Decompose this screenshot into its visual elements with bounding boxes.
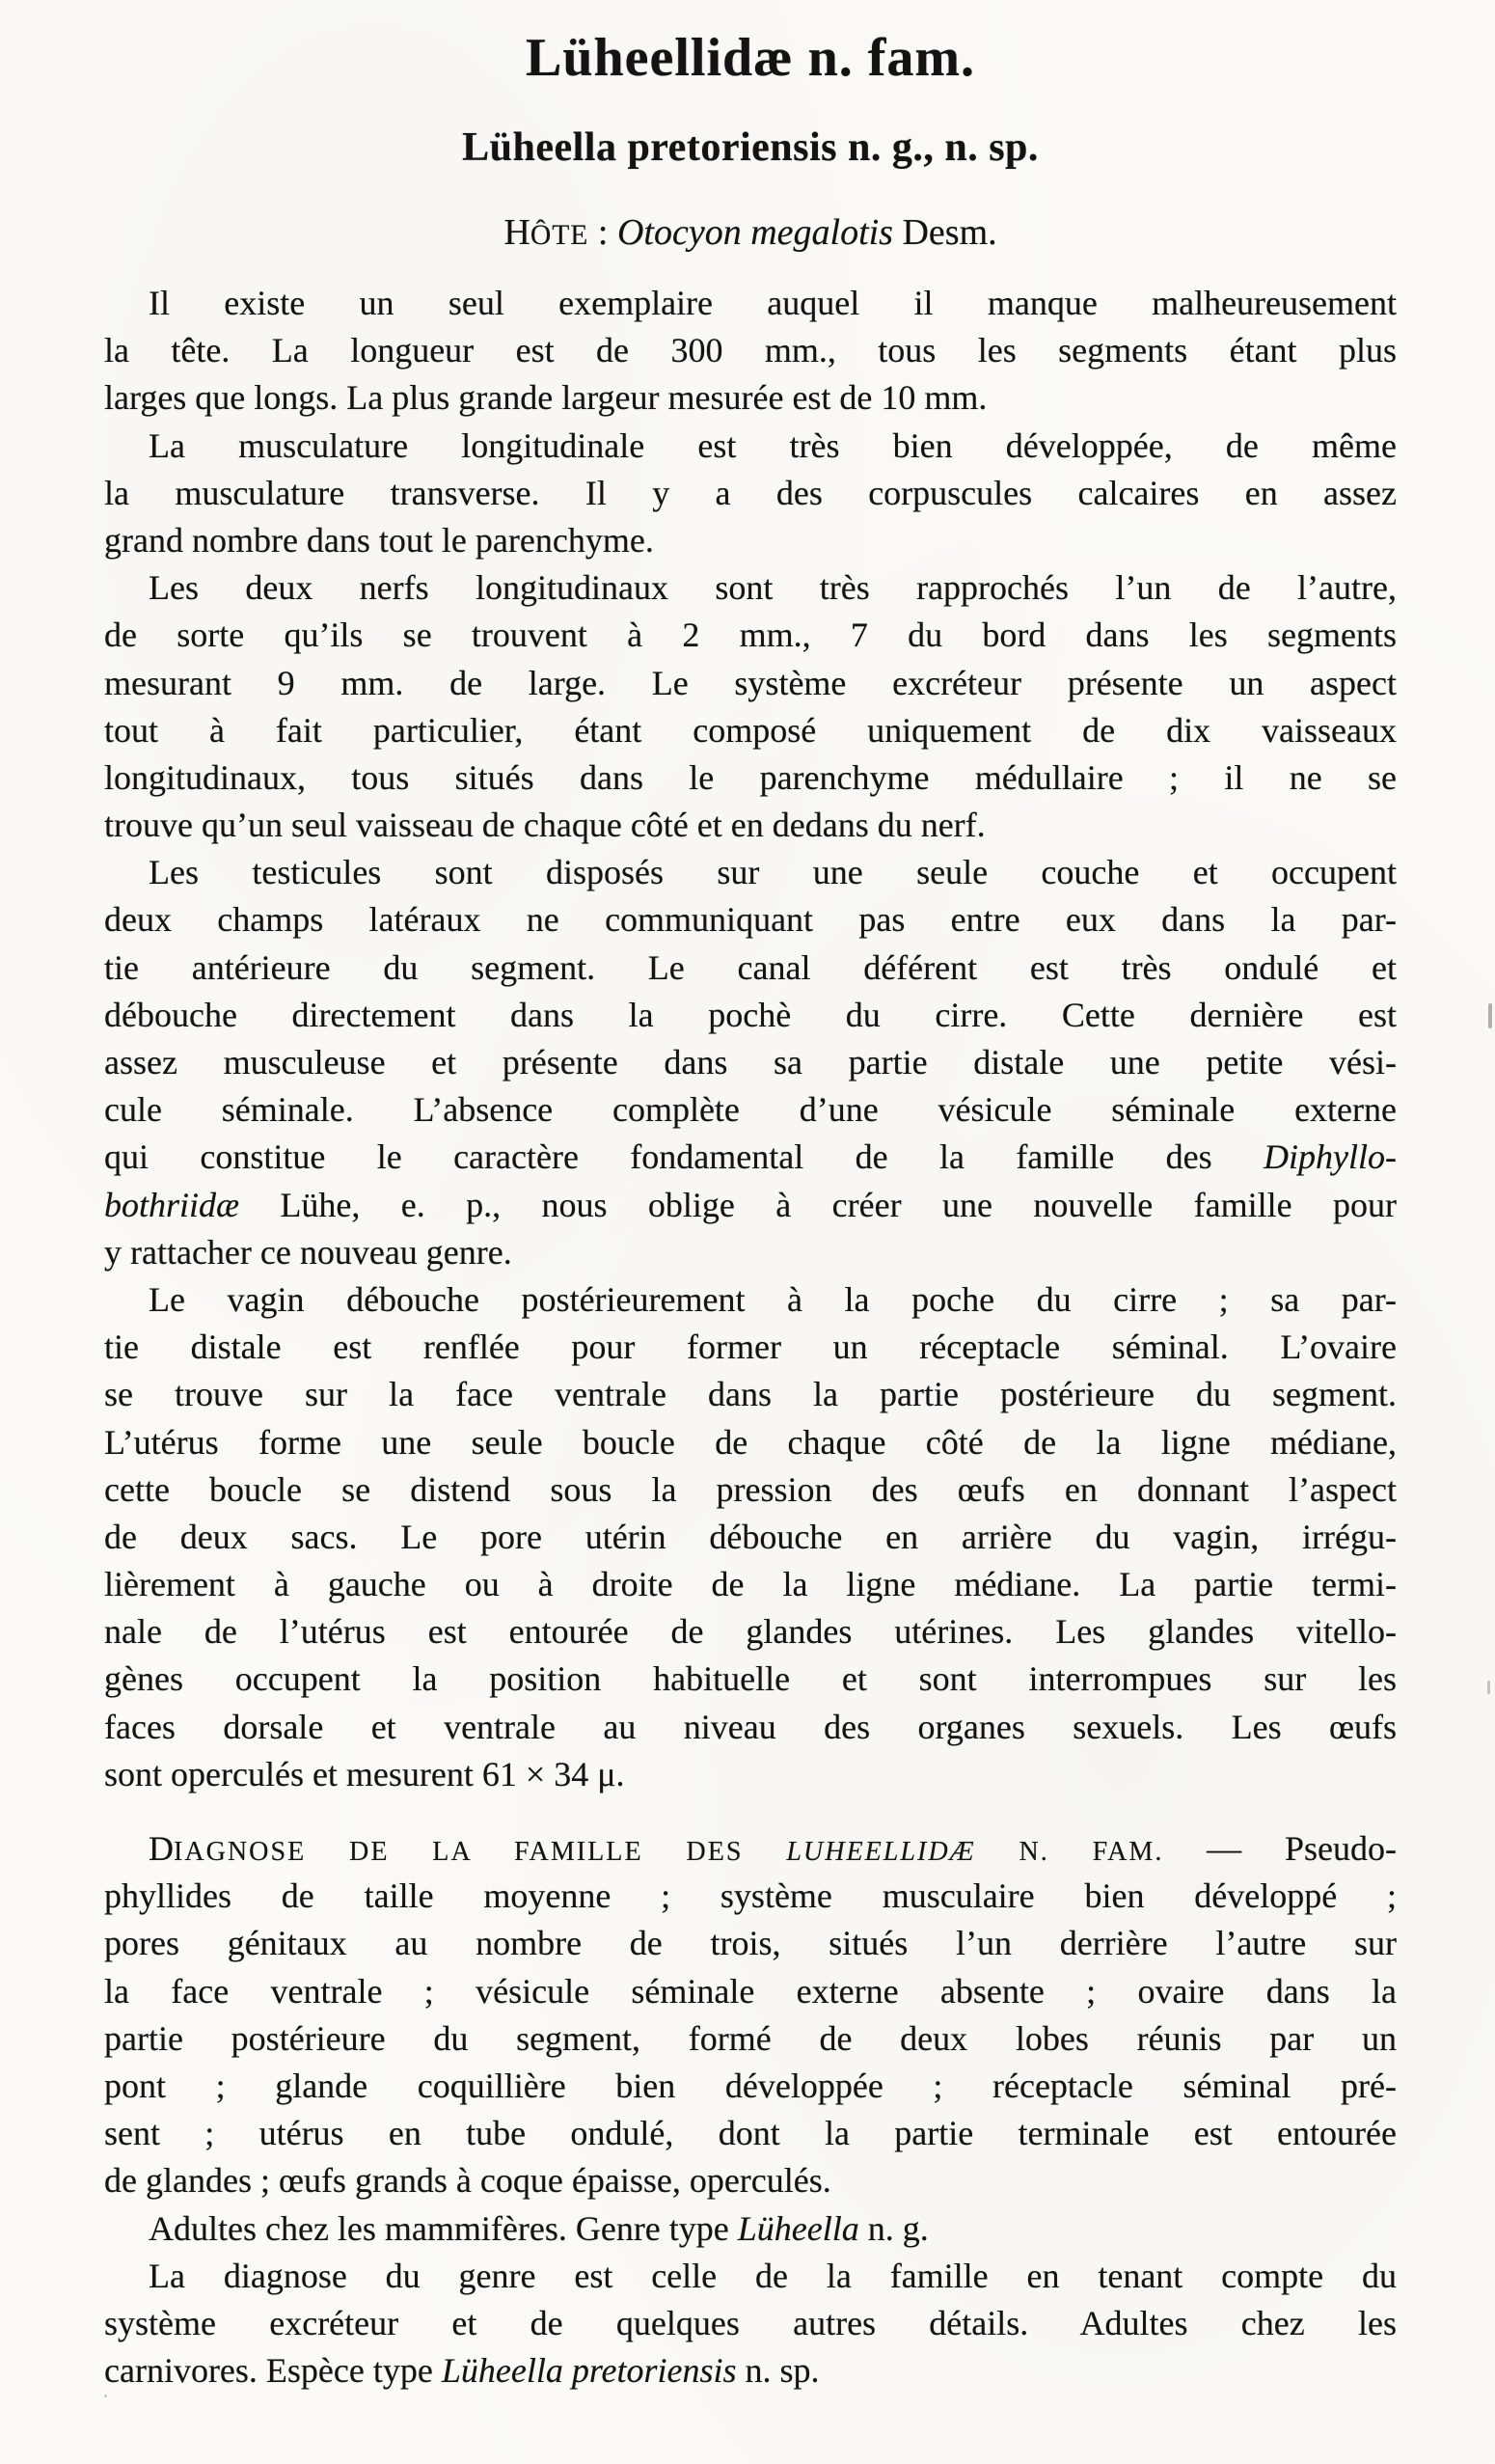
- text-line: tout à fait particulier, étant composé uniquement de dix vaisseaux: [104, 710, 1397, 750]
- text-segment: LUHEELLIDÆ: [786, 1837, 976, 1867]
- text-line: deux champs latéraux ne communiquant pas entre eux dans la par-: [104, 900, 1397, 940]
- text-segment: Lüheella pretoriensis: [441, 2351, 737, 2391]
- page-title: Lüheellidæ n. fam.: [525, 28, 976, 88]
- host-line: [104, 210, 1397, 259]
- text-line: grand nombre dans tout le parenchyme.: [104, 520, 654, 560]
- text-line: cule séminale. L’absence complète d’une vésicule séminale externe: [104, 1090, 1397, 1130]
- text-line: La diagnose du genre est celle de la famille en tenant compte du: [149, 2256, 1397, 2295]
- text-line: de glandes ; œufs grands à coque épaisse, operculés.: [104, 2161, 831, 2201]
- text-segment: bothriidæ: [104, 1185, 240, 1224]
- text-line: cette boucle se distend sous la pression des œufs en donnant l’aspect: [104, 1469, 1397, 1509]
- text-line: La musculature longitudinale est très bien développée, de même: [149, 425, 1397, 465]
- text-line: assez musculeuse et présente dans sa partie distale une petite vési-: [104, 1043, 1397, 1081]
- text-segment: D: [149, 1829, 174, 1868]
- text-line: la tête. La longueur est de 300 mm., tous les segments étant plus: [104, 331, 1397, 370]
- text-segment: Lüheella: [737, 2208, 859, 2248]
- text-line: tie antérieure du segment. Le canal déférent est très ondulé et: [104, 947, 1397, 987]
- paragraph: [104, 849, 1397, 1276]
- text-segment: IAGNOSE DE LA FAMILLE DES: [174, 1837, 787, 1867]
- text-line: nale de l’utérus est entourée de glandes utérines. Les glandes vitello-: [104, 1612, 1397, 1652]
- text-line: de sorte qu’ils se trouvent à 2 mm., 7 du bord dans les segments: [104, 616, 1397, 655]
- text-line: lièrement à gauche ou à droite de la ligne médiane. La partie termi-: [104, 1565, 1397, 1604]
- text-line: L’utérus forme une seule boucle de chaque côté de la ligne médiane,: [104, 1422, 1397, 1462]
- paragraph: [104, 2253, 1397, 2396]
- text-line: mesurant 9 mm. de large. Le système excréteur présente un aspect: [104, 663, 1397, 702]
- text-line: la face ventrale ; vésicule séminale externe absente ; ovaire dans la: [104, 1971, 1397, 2011]
- text-segment: Desm.: [892, 212, 997, 253]
- text-segment: n. g.: [858, 2208, 929, 2248]
- text-segment: qui constitue le caractère fondamental de la famille des: [104, 1137, 1264, 1177]
- text-segment: Diphyllo-: [1264, 1137, 1397, 1177]
- text-line: faces dorsale et ventrale au niveau des organes sexuels. Les œufs: [104, 1707, 1397, 1746]
- text-line: tie distale est renflée pour former un réceptacle séminal. L’ovaire: [104, 1328, 1397, 1367]
- text-segment: :: [588, 212, 617, 253]
- text-line: larges que longs. La plus grande largeur mesurée est de 10 mm.: [104, 378, 988, 418]
- text-line: y rattacher ce nouveau genre.: [104, 1232, 512, 1272]
- text-segment: carnivores. Espèce type: [104, 2351, 442, 2391]
- species-subtitle: Lüheella pretoriensis n. g., n. sp.: [462, 125, 1039, 170]
- text-line: la musculature transverse. Il y a des corpuscules calcaires en assez: [104, 473, 1397, 512]
- text-line: système excréteur et de quelques autres détails. Adultes chez les: [104, 2303, 1397, 2342]
- paragraph: [104, 2205, 1397, 2253]
- text-line: Les testicules sont disposés sur une seule couche et occupent: [149, 853, 1397, 892]
- text-segment: ÔTE: [530, 220, 589, 251]
- text-line: Les deux nerfs longitudinaux sont très rapprochés l’un de l’autre,: [149, 568, 1397, 608]
- paragraph: [104, 423, 1397, 565]
- text-segment: Otocyon megalotis: [616, 212, 893, 253]
- body-text: [104, 280, 1397, 2395]
- text-line: partie postérieure du segment, formé de deux lobes réunis par un: [104, 2018, 1397, 2058]
- text-line: Il existe un seul exemplaire auquel il manque malheureusement: [149, 284, 1397, 322]
- text-segment: Adultes chez les mammifères. Genre type: [149, 2208, 738, 2248]
- paragraph: [104, 280, 1397, 423]
- scan-smudge: [1487, 1681, 1490, 1694]
- paragraph: [104, 1825, 1397, 2205]
- text-line: gènes occupent la position habituelle et sont interrompues sur les: [104, 1659, 1397, 1699]
- paragraph: [104, 564, 1397, 849]
- paragraph: [104, 1276, 1397, 1798]
- text-line: longitudinaux, tous situés dans le parenchyme médullaire ; il ne se: [104, 757, 1397, 797]
- scan-smudge: [1488, 1003, 1492, 1028]
- text-line: trouve qu’un seul vaisseau de chaque côté et en dedans du nerf.: [104, 806, 986, 845]
- text-segment: — Pseudo-: [1163, 1829, 1397, 1868]
- text-segment: Lühe, e. p., nous oblige à créer une nouvelle famille pour: [239, 1185, 1397, 1224]
- text-line: phyllides de taille moyenne ; système musculaire bien développé ;: [104, 1876, 1397, 1916]
- text-line: Le vagin débouche postérieurement à la poche du cirre ; sa par-: [149, 1279, 1397, 1319]
- text-line: [104, 1825, 1397, 1873]
- text-line: sont operculés et mesurent 61 × 34 μ.: [104, 1754, 625, 1793]
- text-segment: H: [503, 212, 530, 253]
- text-line: [104, 1134, 1397, 1181]
- text-line: [104, 1182, 1397, 1229]
- text-line: de deux sacs. Le pore utérin débouche en arrière du vagin, irrégu-: [104, 1517, 1397, 1556]
- text-line: pont ; glande coquillière bien développée ; réceptacle séminal pré-: [104, 2066, 1397, 2105]
- text-line: se trouve sur la face ventrale dans la partie postérieure du segment.: [104, 1375, 1397, 1414]
- text-line: pores génitaux au nombre de trois, situés l’un derrière l’autre sur: [104, 1924, 1397, 1963]
- scan-speck: [104, 2395, 107, 2397]
- text-segment: N. FAM.: [975, 1837, 1164, 1867]
- text-line: sent ; utérus en tube ondulé, dont la partie terminale est entourée: [104, 2114, 1397, 2153]
- text-segment: n. sp.: [736, 2351, 820, 2391]
- text-line: débouche directement dans la pochè du cirre. Cette dernière est: [104, 995, 1397, 1034]
- text-line: [104, 2347, 1397, 2395]
- text-line: [104, 2205, 1397, 2253]
